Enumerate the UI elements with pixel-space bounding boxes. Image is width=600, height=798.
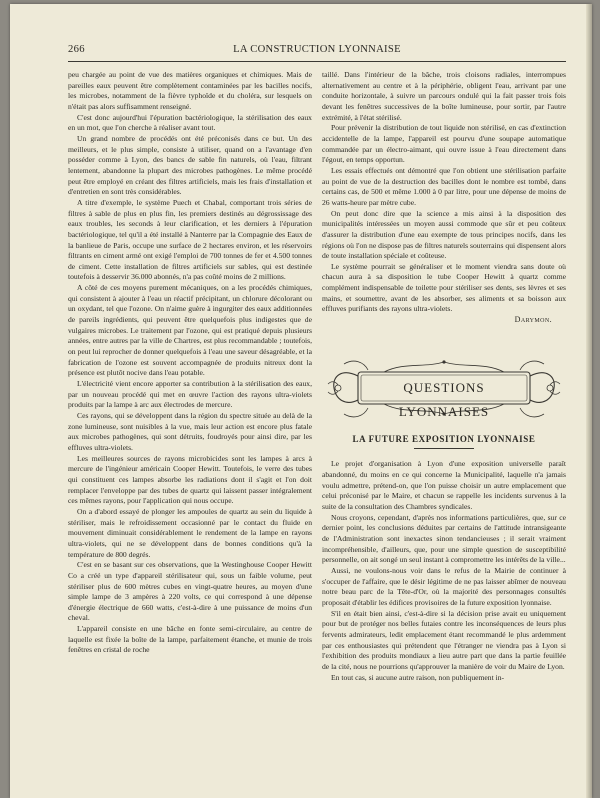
section-title-text: LA FUTURE EXPOSITION LYONNAISE <box>352 433 536 444</box>
section-title-rule <box>414 448 474 449</box>
paragraph: peu chargée au point de vue des matières organiques et chimiques. Mais de pareilles eaux peuvent être complètement contaminées par les bacilles nocifs, les microbes, notamment de la fièvre typhoïde et du choléra, sur lesquels on n'était pas alors suffisamment renseigné. <box>68 70 312 111</box>
paragraph: Ces rayons, qui se développent dans la région du spectre située au delà de la zone lumineuse, sont nuisibles à la vue, mais leur action est encore plus fatale aux microbes pathogènes, qui sont détruits, foudroyés pour ainsi dire, par les effluves ultra-violets. <box>68 411 312 452</box>
paragraph: Aussi, ne voulons-nous voir dans le refus de la Mairie de continuer à s'occuper de l'affaire, que le désir légitime de ne pas laisser abîmer de nouveau notre beau parc de la Tête-d'Or, où la majorité des personnages consultés proposait d'établir les édifices provisoires de la future exposition lyonnaise. <box>322 565 566 607</box>
banner-title: QUESTIONS LYONNAISES <box>398 379 490 419</box>
paragraph: En tout cas, si aucune autre raison, non publiquement in- <box>331 672 505 682</box>
paragraph: C'est en se basant sur ces observations, que la Westinghouse Cooper Hewitt Co a créé un type d'appareil stérilisateur qui, sous un faible volume, peut stériliser plus de 600 mètres cubes en vingt-quatre heures, au moyen d'une simple lampe de 3 ampères à 220 volts, ce qui correspond à une dépense d'énergie électrique de 660 watts, c'est-à-dire à une puissance de moins d'un cheval. <box>68 560 312 623</box>
paragraph: Le projet d'organisation à Lyon d'une exposition universelle paraît abandonné, du moins en ce qui concerne la Municipalité, laquelle n'a jamais voulu admettre, prétend-on, que l'on puisse choisir un autre emplacement que celui préconisé par le Maire, et chacun se rappelle les incidents survenus à la suite de la consultation des Chambres syndicales. <box>322 459 566 512</box>
author-signature: Darymon. <box>514 315 552 325</box>
section-banner <box>324 356 564 422</box>
paragraph: On peut donc dire que la science a mis ainsi à la disposition des municipalités intéressées un moyen aussi commode que sûr et peu coûteux d'assurer la distribution d'une eau exempte de tous principes nocifs, dans les régions où l'on ne dispose pas de filtres naturels souterrains qui dispensent alors de toute installation spéciale et coûteuse. <box>322 208 566 261</box>
paragraph: C'est donc aujourd'hui l'épuration bactériologique, la stérilisation des eaux en un mot, que l'on cherche à réaliser avant tout. <box>68 112 312 133</box>
paragraph: Nous croyons, cependant, d'après nos informations particulières, que, sur ce dernier point, les conclusions déduites par certains de l'attitude intransigeante de l'Administration sont inexactes sinon tendancieuses ; il serait vraiment incompréhensible, d'ailleurs, que, pour une simple question de susceptibilité personnelle, on ait songé un seul instant à compromettre les intérêts de la ville... <box>322 512 566 565</box>
page-header <box>68 44 566 58</box>
paragraph: A côté de ces moyens purement mécaniques, on a les procédés chimiques, qui consistent à ajouter à l'eau un réactif précipitant, un chlorure décolorant ou un oxydant, tel que l'ozone. On n'aime guère à ingurgiter des eaux additionnées de pareils ingrédients, qui peuvent être quelquefois plus indigestes que de vulgaires microbes. Le traitement par l'ozone, qui est pratiqué depuis plusieurs années, entre autres par la ville de Chartres, est plus recommandable ; toutefois, on peut lui reprocher de donner quelquefois à l'eau une saveur désagréable, et la fabrication de l'ozone est souvent accompagnée de produits nitreux dont la présence est plutôt nocive dans l'eau potable. <box>68 283 312 378</box>
paragraph: On a d'abord essayé de plonger les ampoules de quartz au sein du liquide à stériliser, mais le refroidissement occasionné par le contact du fluide en mouvement diminuait considérablement le rendement de la lampe en rayons ultra-violets, qui ne se développent dans de bonnes conditions qu'à la température de 800 degrés. <box>68 506 312 559</box>
section-body <box>322 459 566 683</box>
section-title <box>322 434 566 450</box>
paragraph: Pour prévenir la distribution de tout liquide non stérilisé, en cas d'extinction accidentelle de la lampe, l'appareil est pourvu d'une soupape automatique commandée par un électro-aimant, qui ouvre issue à l'eau directement dans l'égout, en temps opportun. <box>322 123 566 165</box>
paragraph: L'électricité vient encore apporter sa contribution à la stérilisation des eaux, par un nouveau procédé qui met en œuvre l'action des rayons ultra-violets produits par la lampe à arc aux électrodes de mercure. <box>68 379 312 410</box>
paragraph: S'il en était bien ainsi, c'est-à-dire si la décision prise avait eu uniquement pour but de protéger nos belles futaies contre les inconséquences de leurs plus fervents admirateurs, ledit emplacement étant recommandé le plus ardemment par ces enthousiastes qui prétendent que l'étranger ne viendra pas à Lyon si l'exhibition des produits mondiaux a lieu autre part que dans la partie feuillée de la cité, nous ne pourrions qu'approuver la manière de voir du Maire de Lyon. <box>322 608 566 671</box>
right-column <box>322 70 566 683</box>
paragraph: Les meilleures sources de rayons microbicides sont les lampes à arcs à mercure de l'ingénieur américain Cooper Hewitt. Toutefois, le verre des tubes qui constituent ces lampes absorbe les radiations dont il s'agit et l'on doit remplacer l'enveloppe par des tubes de quartz qui laissent passer intégralement ces mêmes rayons, pour l'application qui nous occupe. <box>68 453 312 506</box>
paragraph: L'appareil consiste en une bâche en fonte semi-circulaire, au centre de laquelle est fixée la boîte de la lampe, parfaitement étanche, et munie de trois fenêtres en cristal de roche <box>68 624 312 655</box>
paragraph: taillé. Dans l'intérieur de la bâche, trois cloisons radiales, interrompues alternativement au centre et à la périphérie, obligent l'eau, arrivant par une conduite horizontale, à suivre un parcours ondulé qui la fait passer trois fois devant les fenêtres successives de la boîte lumineuse, pour sortir, par l'autre extrémité, à l'état stérilisé. <box>322 70 566 122</box>
header-rule <box>68 61 566 62</box>
paragraph: A titre d'exemple, le système Puech et Chabal, comportant trois séries de filtres à sable de plus en plus fin, les premiers destinés au dégrossissage des eaux troubles, les seconds à leur clarification, et les derniers à l'épuration bactériologique, tel qu'il a été installé à Nanterre par la Compagnie des Eaux de la banlieue de Paris, occupe une surface de 2 hectares environ, et les réservoirs filtrants en ciment armé ont exigé l'emploi de 700 tonnes de fer et 4.500 tonnes de ciment. Cette installation de filtres artificiels sur sables, qui est destinée toutefois à desservir 36.000 abonnés, n'a pas coûté moins de 2 millions. <box>68 197 312 282</box>
running-title: LA CONSTRUCTION LYONNAISE <box>233 44 401 55</box>
paragraph: Un grand nombre de procédés ont été préconisés dans ce but. Un des meilleurs, et le plus simple, consiste à utiliser, quand on a l'avantage d'en posséder comme à Lyon, des bancs de sable fin naturels, où l'eau, filtrant lentement, abandonne la plupart des microbes pathogènes. Le même procédé peut être employé en créant des filtres artificiels, mais les frais d'installation et d'entretien en sont très considérables. <box>68 133 312 197</box>
document-page <box>10 4 592 798</box>
paragraph: Le système pourrait se généraliser et le moment viendra sans doute où chacun aura à sa disposition le tube Cooper Hewitt à quartz comme complément indispensable de toilette pour stériliser ses dents, ses lèvres et ses mains, et soumettre, avant de les absorber, ses aliments et sa boisson aux effluves purifiants des rayons ultra-violets. <box>322 261 566 314</box>
article-end <box>322 70 566 315</box>
left-column <box>68 70 312 656</box>
page-number: 266 <box>68 44 85 55</box>
page-edge-shadow <box>586 4 592 798</box>
paragraph: Les essais effectués ont démontré que l'on obtient une stérilisation parfaite au point de vue de la destruction des bacilles dont le nombre est tombé, dans certains cas, de 500 et même 1.000 à 0 par litre, pour une dépense de moins de 26 watts-heure par mètre cube. <box>322 165 566 207</box>
